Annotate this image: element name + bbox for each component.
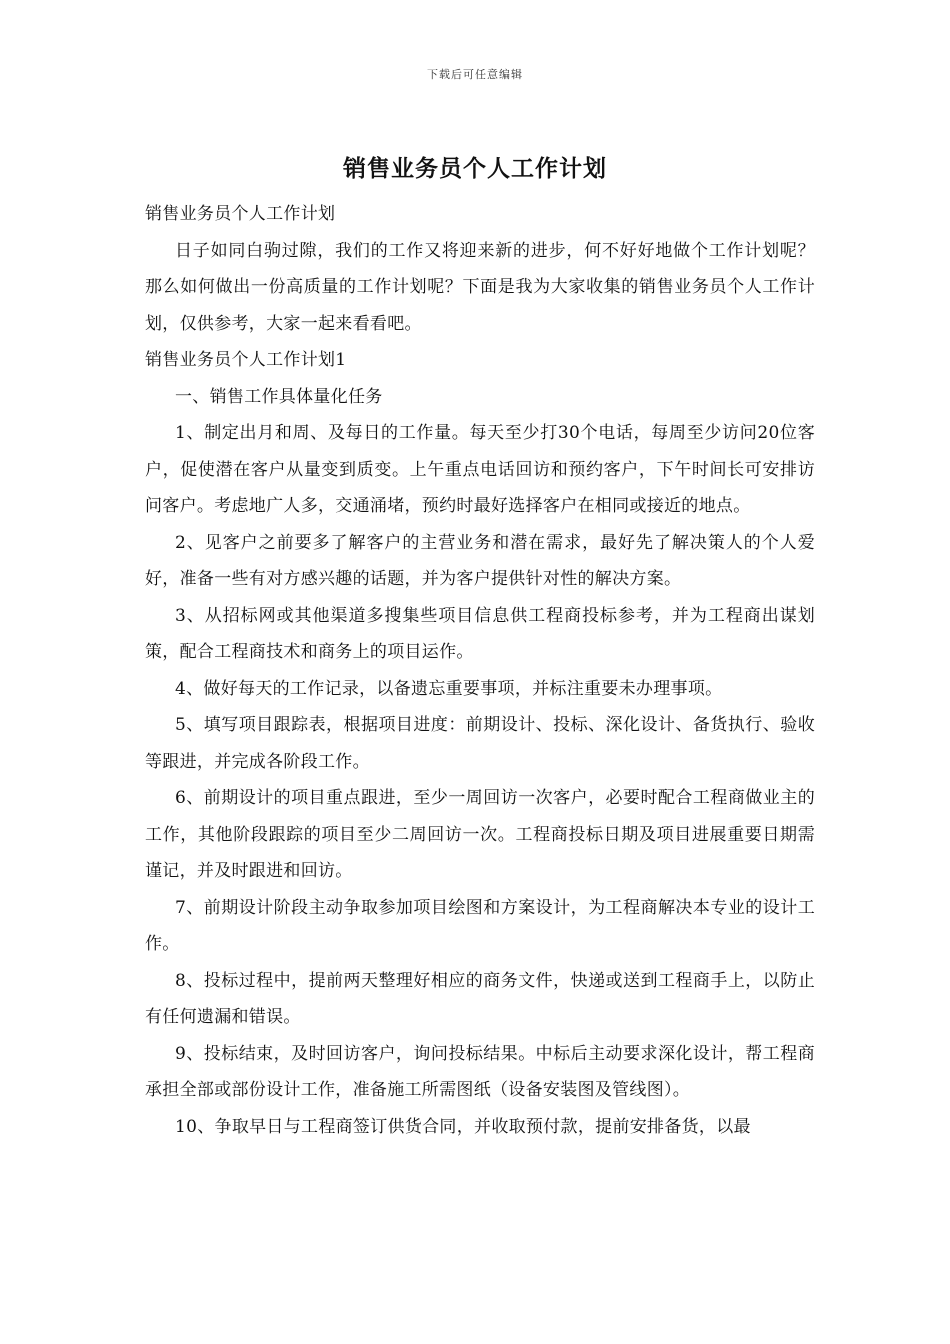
paragraph-section-heading: 销售业务员个人工作计划1 [145,350,347,370]
paragraph-subheading: 一、销售工作具体量化任务 [175,386,383,407]
paragraph-item-3: 3、从招标网或其他渠道多搜集些项目信息供工程商投标参考，并为工程商出谋划策，配合工程商技术和商务上的项目运作。 [145,605,815,662]
document-body [145,196,815,1145]
paragraph-item-10: 10、争取早日与工程商签订供货合同，并收取预付款，提前安排备货，以最 [175,1116,751,1137]
paragraph-item-9: 9、投标结束，及时回访客户，询问投标结果。中标后主动要求深化设计，帮工程商承担全部或部份设计工作，准备施工所需图纸（设备安装图及管线图）。 [145,1043,815,1100]
paragraph-item-7: 7、前期设计阶段主动争取参加项目绘图和方案设计，为工程商解决本专业的设计工作。 [145,897,815,954]
header-note: 下载后可任意编辑 [427,68,523,81]
paragraph-item-5: 5、填写项目跟踪表，根据项目进度：前期设计、投标、深化设计、备货执行、验收等跟进，并完成各阶段工作。 [145,715,815,772]
paragraph-item-6: 6、前期设计的项目重点跟进，至少一周回访一次客户，必要时配合工程商做业主的工作，其他阶段跟踪的项目至少二周回访一次。工程商投标日期及项目进展重要日期需谨记，并及时跟进和回访。 [145,788,815,881]
paragraph-item-1: 1、制定出月和周、及每日的工作量。每天至少打30个电话，每周至少访问20位客户，促使潜在客户从量变到质变。上午重点电话回访和预约客户，下午时间长可安排访问客户。考虑地广人多，交通涌堵，预约时最好选择客户在相同或接近的地点。 [145,423,815,516]
document-title: 销售业务员个人工作计划 [343,155,607,182]
paragraph-item-2: 2、见客户之前要多了解客户的主营业务和潜在需求，最好先了解决策人的个人爱好，准备一些有对方感兴趣的话题，并为客户提供针对性的解决方案。 [145,532,815,589]
paragraph-intro: 日子如同白驹过隙，我们的工作又将迎来新的进步，何不好好地做个工作计划呢？那么如何做出一份高质量的工作计划呢？下面是我为大家收集的销售业务员个人工作计划，仅供参考，大家一起来看看吧。 [145,240,815,334]
paragraph-item-8: 8、投标过程中，提前两天整理好相应的商务文件，快递或送到工程商手上，以防止有任何遗漏和错误。 [145,970,815,1027]
paragraph-subtitle: 销售业务员个人工作计划 [145,204,336,224]
paragraph-item-4: 4、做好每天的工作记录，以备遗忘重要事项，并标注重要未办理事项。 [175,678,723,699]
